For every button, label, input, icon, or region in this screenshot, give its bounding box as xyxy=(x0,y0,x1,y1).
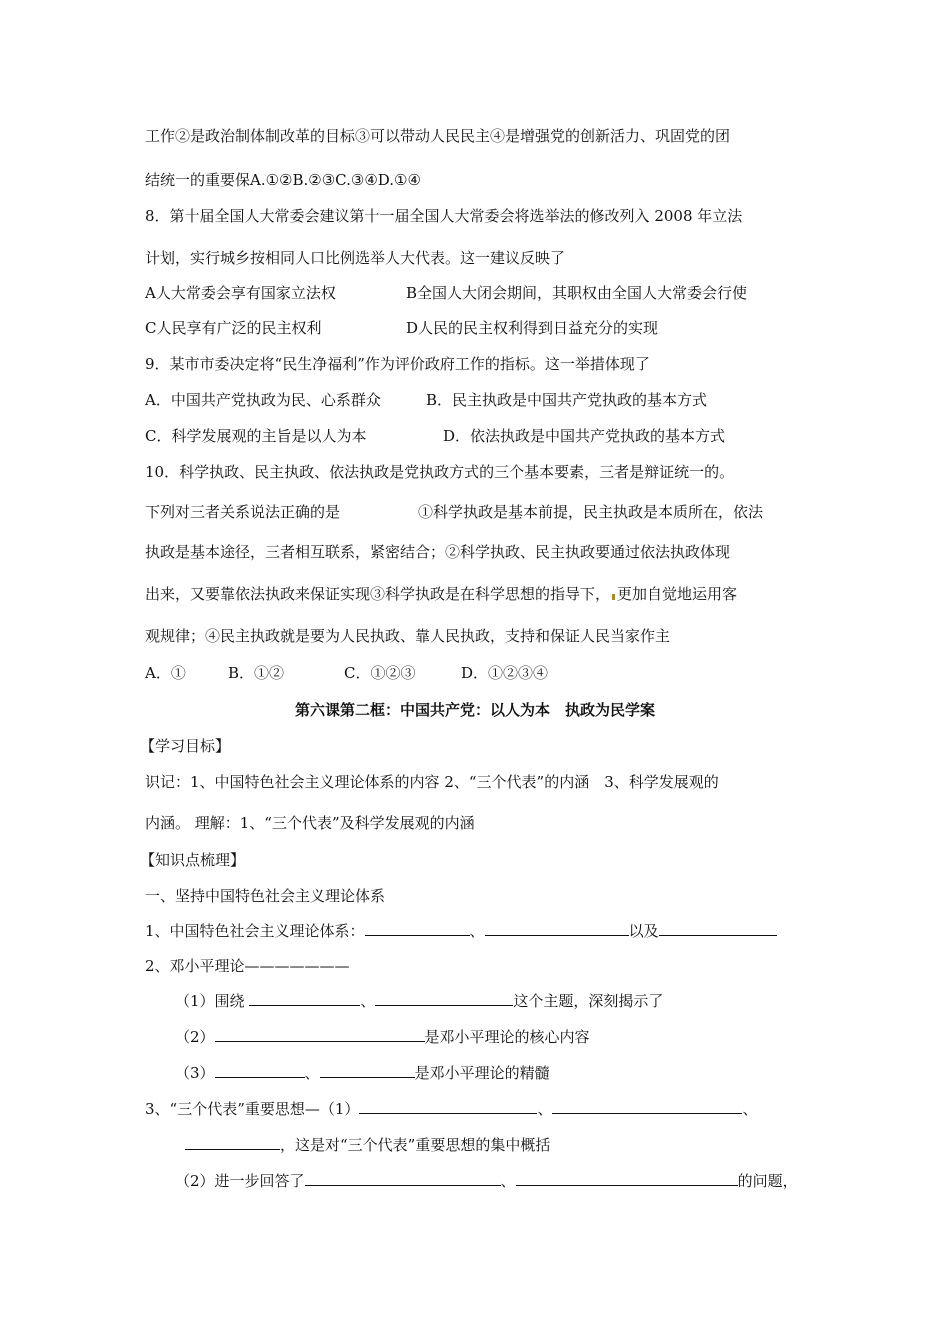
q10-option-b: B．①② xyxy=(228,664,285,682)
q8-option-c: C人民享有广泛的民主权利 xyxy=(145,319,322,337)
q10-option-a: A．① xyxy=(145,664,186,682)
stray-mark xyxy=(612,594,615,600)
goals-line-1: 识记：1、中国特色社会主义理论体系的内容 2、“三个代表”的内涵 3、科学发展观的 xyxy=(145,773,719,791)
item-2-1-sep: 、 xyxy=(360,992,376,1010)
item-2-2 xyxy=(175,1027,590,1047)
knowledge-heading: 【知识点梳理】 xyxy=(140,851,246,869)
goals-line-2: 内涵。 理解：1、“三个代表”及科学发展观的内涵 xyxy=(145,814,475,832)
q10-option-d: D．①②③④ xyxy=(461,664,549,682)
item-2-3 xyxy=(175,1063,550,1083)
blank-field[interactable] xyxy=(485,921,629,936)
q7-line-2: 结统一的重要保A.①②B.②③C.③④D.①④ xyxy=(145,171,421,189)
item-1-and: 以及 xyxy=(628,922,659,940)
blank-field[interactable] xyxy=(375,991,513,1006)
item-3-cont xyxy=(185,1135,550,1155)
blank-field[interactable] xyxy=(305,1171,501,1186)
blank-field[interactable] xyxy=(359,1099,537,1114)
item-3 xyxy=(145,1099,757,1119)
blank-field[interactable] xyxy=(552,1099,742,1114)
blank-field[interactable] xyxy=(185,1135,280,1150)
q9-option-b: B．民主执政是中国共产党执政的基本方式 xyxy=(426,391,708,409)
item-3-2-sep: 、 xyxy=(500,1172,516,1190)
item-2-2-tail: 是邓小平理论的核心内容 xyxy=(424,1028,590,1046)
blank-field[interactable] xyxy=(215,1027,425,1042)
item-3-sep-2: 、 xyxy=(742,1100,758,1118)
q9-stem: 9．某市市委决定将“民生净福利”作为评价政府工作的指标。这一举措体现了 xyxy=(145,355,650,373)
q10-line-2a: 下列对三者关系说法正确的是 xyxy=(145,503,341,521)
q10-line-1: 10．科学执政、民主执政、依法执政是党执政方式的三个基本要素，三者是辩证统一的。 xyxy=(145,463,735,481)
q7-line-1: 工作②是政治制体制改革的目标③可以带动人民民主④是增强党的创新活力、巩固党的团 xyxy=(145,127,731,145)
item-1-sep: 、 xyxy=(469,922,485,940)
item-3-summary: ，这是对“三个代表”重要思想的集中概括 xyxy=(280,1136,551,1154)
item-1 xyxy=(145,921,777,941)
q9-option-a: A．中国共产党执政为民、心系群众 xyxy=(145,391,381,409)
item-2-1-tail: 这个主题，深刻揭示了 xyxy=(513,992,664,1010)
item-2-2-label: （2） xyxy=(175,1028,215,1046)
q8-option-a: A人大常委会享有国家立法权 xyxy=(145,284,336,302)
blank-field[interactable] xyxy=(215,1063,305,1078)
q8-option-b: B全国人大闭会期间，其职权由全国人大常委会行使 xyxy=(406,284,748,302)
q10-line-4a: 出来，又要靠依法执政来保证实现③科学执政是在科学思想的指导下， xyxy=(145,585,611,603)
q8-stem-line-1: 8．第十届全国人大常委会建议第十一届全国人大常委会将选举法的修改列入 2008 年立法 xyxy=(145,207,743,225)
item-1-label: 1、中国特色社会主义理论体系： xyxy=(145,922,365,940)
item-3-2-tail: 的问题， xyxy=(737,1172,798,1190)
q10-option-c: C．①②③ xyxy=(344,664,416,682)
q10-line-4b: 更加自觉地运用客 xyxy=(617,585,738,603)
q10-line-2b: ①科学执政是基本前提，民主执政是本质所在，依法 xyxy=(418,503,764,521)
item-2-3-tail: 是邓小平理论的精髓 xyxy=(414,1064,550,1082)
lesson-title: 第六课第二框：中国共产党：以人为本 执政为民学案 xyxy=(294,701,655,719)
item-2: 2、邓小平理论——————— xyxy=(145,957,350,975)
item-2-3-sep: 、 xyxy=(304,1064,320,1082)
goals-heading: 【学习目标】 xyxy=(140,737,231,755)
item-2-1-label: （1）围绕 xyxy=(175,992,250,1010)
blank-field[interactable] xyxy=(516,1171,738,1186)
section-1-heading: 一、坚持中国特色社会主义理论体系 xyxy=(145,887,386,905)
q10-line-5: 观规律；④民主执政就是要为人民执政、靠人民执政，支持和保证人民当家作主 xyxy=(145,627,671,645)
q10-line-3: 执政是基本途径，三者相互联系，紧密结合；②科学执政、民主执政要通过依法执政体现 xyxy=(145,543,731,561)
blank-field[interactable] xyxy=(320,1063,415,1078)
q10-line-4 xyxy=(145,584,737,604)
item-3-label: 3、“三个代表”重要思想—（1） xyxy=(145,1100,360,1118)
item-2-1 xyxy=(175,991,663,1011)
q8-stem-line-2: 计划，实行城乡按相同人口比例选举人大代表。这一建议反映了 xyxy=(145,249,566,267)
blank-field[interactable] xyxy=(659,921,777,936)
item-3-2-label: （2）进一步回答了 xyxy=(175,1172,305,1190)
item-3-2 xyxy=(175,1171,798,1191)
blank-field[interactable] xyxy=(249,991,360,1006)
blank-field[interactable] xyxy=(365,921,470,936)
q8-option-d: D人民的民主权利得到日益充分的实现 xyxy=(406,319,659,337)
item-2-3-label: （3） xyxy=(175,1064,215,1082)
q9-option-d: D．依法执政是中国共产党执政的基本方式 xyxy=(443,427,726,445)
item-3-sep-1: 、 xyxy=(537,1100,553,1118)
q9-option-c: C．科学发展观的主旨是以人为本 xyxy=(145,427,367,445)
